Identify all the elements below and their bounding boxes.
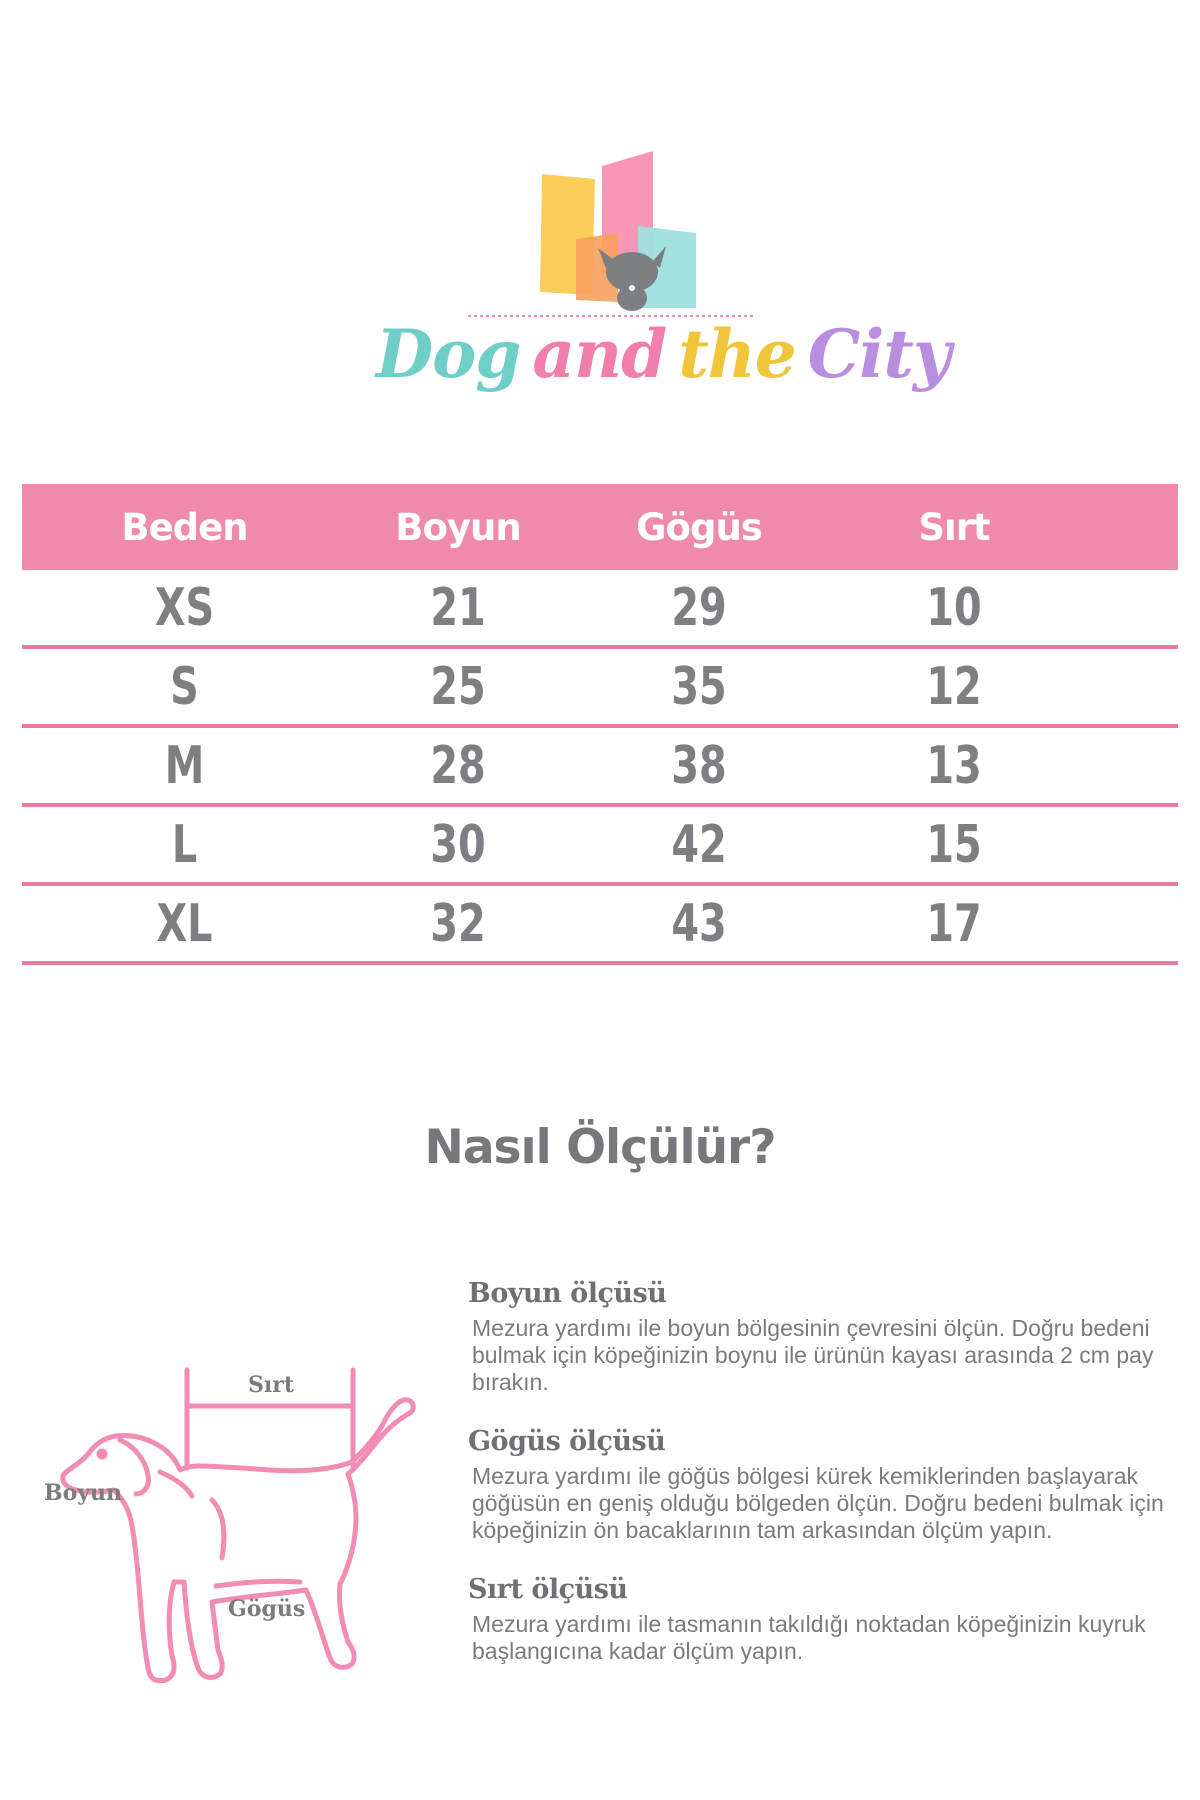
how-to-measure-title: Nasıl Ölçülür? [424,1120,776,1175]
diagram-label-neck: Boyun [44,1480,123,1506]
brand-word-city: City [807,315,951,393]
instruction-title: Sırt ölçüsü [468,1574,628,1605]
table-row [22,807,1178,886]
size-table [22,484,1178,965]
size-cell: XS [154,577,215,638]
table-row [22,728,1178,807]
neck-cell: 32 [430,893,486,954]
back-cell: 13 [926,735,982,796]
neck-cell: 28 [430,735,486,796]
brand-wordmark [370,315,951,393]
table-row [22,649,1178,728]
chest-cell: 42 [671,814,727,875]
size-cell: L [171,814,198,875]
city-buildings-icon [370,140,850,320]
neck-cell: 21 [430,577,486,638]
table-row [22,570,1178,649]
brand-word-and: and [532,315,667,393]
instruction-text: Mezura yardımı ile göğüs bölgesi kürek kemiklerinden başlayarak göğüsün en geniş olduğu bölgeden ölçün. Doğru bedeni bulmak için köpeğinizin ön bacaklarının tam arkasından ölçüm yapın. [472,1463,1164,1543]
neck-cell: 30 [430,814,486,875]
diagram-label-chest: Gögüs [228,1596,306,1622]
instruction-text: Mezura yardımı ile boyun bölgesinin çevresini ölçün. Doğru bedeni bulmak için köpeğinizin boynu ile ürünün kayası arasında 2 cm pay bırakın. [472,1315,1154,1395]
back-cell: 17 [926,893,982,954]
header-beden: Beden [121,505,248,549]
dog-measurement-diagram [30,1350,450,1710]
back-cell: 15 [926,814,982,875]
instruction-chest [468,1426,1178,1544]
measurement-instructions [468,1278,1178,1695]
chest-cell: 35 [671,656,727,717]
diagram-label-back: Sırt [248,1372,294,1398]
size-cell: M [164,735,205,796]
instruction-text: Mezura yardımı ile tasmanın takıldığı noktadan köpeğinizin kuyruk başlangıcına kadar ölçüm yapın. [472,1611,1146,1664]
back-cell: 12 [926,656,982,717]
instruction-back [468,1574,1178,1665]
header-gogus: Gögüs [636,505,762,549]
brand-word-the: the [678,315,796,393]
back-cell: 10 [926,577,982,638]
instruction-title: Boyun ölçüsü [468,1278,667,1309]
instruction-neck [468,1278,1178,1396]
chest-cell: 43 [671,893,727,954]
brand-logo [370,140,951,410]
header-sirt: Sırt [918,505,990,549]
chest-cell: 29 [671,577,727,638]
dog-outline-icon [30,1350,450,1710]
brand-word-dog: Dog [376,315,521,393]
header-boyun: Boyun [395,505,521,549]
instruction-title: Gögüs ölçüsü [468,1426,666,1457]
table-header [22,484,1178,570]
chest-cell: 38 [671,735,727,796]
neck-cell: 25 [430,656,486,717]
table-row [22,886,1178,965]
size-cell: XL [156,893,213,954]
size-cell: S [170,656,199,717]
